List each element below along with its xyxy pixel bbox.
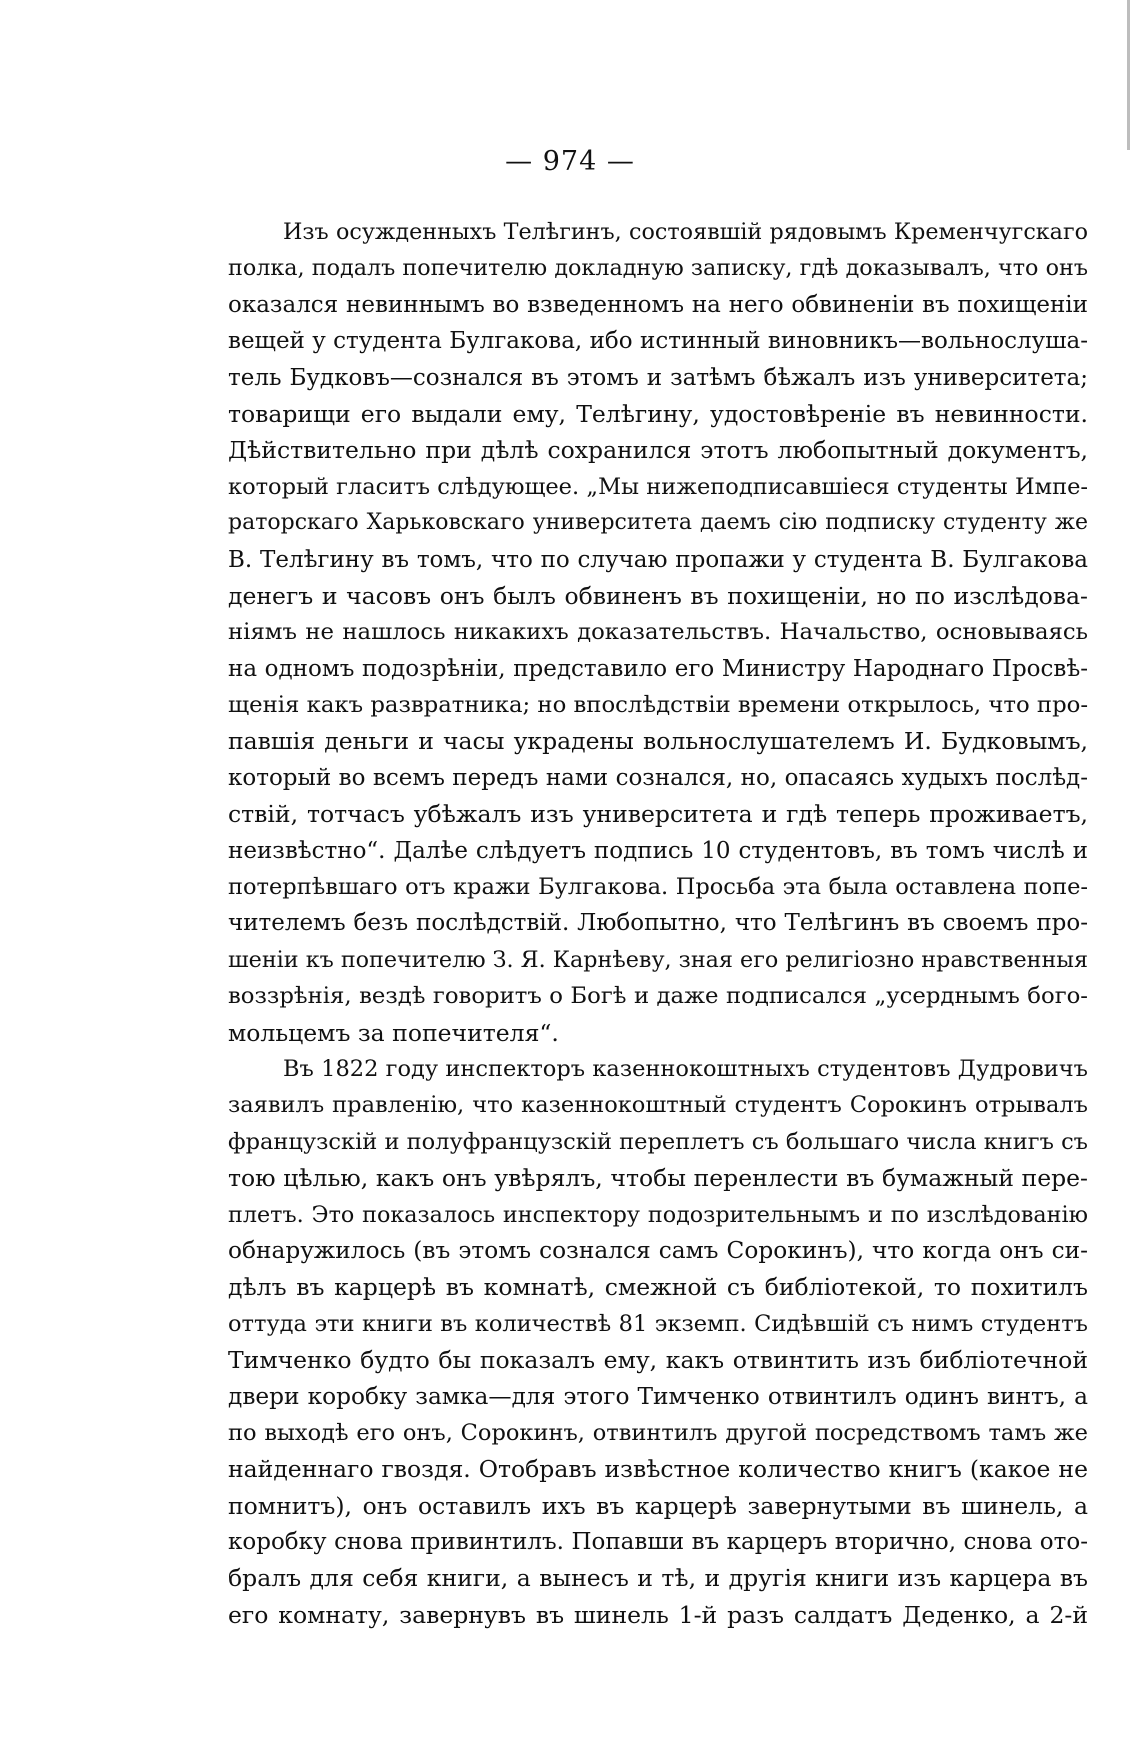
- text-line: обнаружилось (въ этомъ сознался самъ Сорокинъ), что когда онъ си-: [228, 1236, 1088, 1264]
- text-line: Въ 1822 году инспекторъ казеннокоштныхъ студентовъ Дудровичъ: [283, 1055, 1088, 1082]
- text-line: помнитъ), онъ оставилъ ихъ въ карцерѣ завернутыми въ шинель, а: [228, 1491, 1088, 1520]
- text-line: полка, подалъ попечителю докладную записку, гдѣ доказывалъ, что онъ: [228, 255, 1088, 282]
- text-line: двери коробку замка—для этого Тимченко отвинтилъ одинъ винтъ, а: [228, 1382, 1088, 1410]
- text-line: дѣлъ въ карцерѣ въ комнатѣ, смежной съ библіотекой, то похитилъ: [228, 1273, 1088, 1302]
- text-line: Дѣйствительно при дѣлѣ сохранился этотъ любопытный документъ,: [228, 436, 1088, 465]
- text-line: по выходѣ его онъ, Сорокинъ, отвинтилъ другой посредствомъ тамъ же: [228, 1419, 1088, 1446]
- text-line: В. Телѣгину въ томъ, что по случаю пропажи у студента В. Булгакова: [228, 546, 1088, 573]
- page-number: — 974 —: [505, 146, 635, 177]
- text-line: воззрѣнія, вездѣ говоритъ о Богѣ и даже подписался „усерднымъ бого-: [228, 983, 1088, 1010]
- text-line: тою цѣлью, какъ онъ увѣрялъ, чтобы перенлести въ бумажный пере-: [228, 1164, 1088, 1193]
- text-line: неизвѣстно“. Далѣе слѣдуетъ подпись 10 студентовъ, въ томъ числѣ и: [228, 837, 1088, 864]
- text-line: ніямъ не нашлось никакихъ доказательствъ. Начальство, основываясь: [228, 619, 1088, 646]
- text-line: вещей у студента Булгакова, ибо истинный виновникъ—вольнослуша-: [228, 328, 1088, 355]
- text-line: денегъ и часовъ онъ былъ обвиненъ въ похищеніи, но по изслѣдова-: [228, 581, 1088, 610]
- text-line: найденнаго гвоздя. Отобравъ извѣстное количество книгъ (какое не: [228, 1455, 1088, 1484]
- text-line: мольцемъ за попечителя“.: [228, 1018, 559, 1047]
- text-line: раторскаго Харьковскаго университета даемъ сію подписку студенту же: [228, 510, 1088, 536]
- text-line: на одномъ подозрѣніи, представило его Министру Народнаго Просвѣ-: [228, 655, 1088, 682]
- text-line: товарищи его выдали ему, Телѣгину, удостовѣреніе въ невинности.: [228, 399, 1088, 428]
- text-line: который во всемъ передъ нами сознался, но, опасаясь худыхъ послѣд-: [228, 764, 1088, 791]
- text-line: чителемъ безъ послѣдствій. Любопытно, что Телѣгинъ въ своемъ про-: [228, 910, 1088, 937]
- text-line: оттуда эти книги въ количествѣ 81 экземп. Сидѣвшій съ нимъ студентъ: [228, 1310, 1088, 1337]
- text-line: шеніи къ попечителю З. Я. Карнѣеву, зная его религіозно нравственныя: [228, 946, 1089, 973]
- text-line: его комнату, завернувъ въ шинель 1-й разъ салдатъ Деденко, а 2-й: [228, 1600, 1088, 1629]
- text-line: тель Будковъ—сознался въ этомъ и затѣмъ бѣжалъ изъ университета;: [228, 364, 1088, 391]
- text-line: щенія какъ развратника; но впослѣдствіи времени открылось, что про-: [228, 692, 1089, 719]
- text-line: оказался невиннымъ во взведенномъ на него обвиненіи въ похищеніи: [228, 291, 1088, 318]
- scan-edge-line: [1127, 0, 1130, 150]
- text-line: французскій и полуфранцузскій переплетъ съ большаго числа книгъ съ: [228, 1128, 1088, 1155]
- text-line: коробку снова привинтилъ. Попавши въ карцеръ вторично, снова ото-: [228, 1529, 1088, 1556]
- text-line: бралъ для себя книги, а вынесъ и тѣ, и другія книги изъ карцера въ: [228, 1564, 1088, 1593]
- text-line: который гласитъ слѣдующее. „Мы нижеподписавшіеся студенты Импе-: [228, 473, 1088, 500]
- text-line: заявилъ правленію, что казеннокоштный студентъ Сорокинъ отрывалъ: [228, 1092, 1088, 1119]
- text-line: ствій, тотчасъ убѣжалъ изъ университета и гдѣ теперь проживаетъ,: [228, 800, 1088, 829]
- text-line: потерпѣвшаго отъ кражи Булгакова. Просьба эта была оставлена попе-: [228, 874, 1088, 901]
- text-line: плетъ. Это показалось инспектору подозрительнымъ и по изслѣдованію: [228, 1201, 1088, 1228]
- text-line: Изъ осужденныхъ Телѣгинъ, состоявшій рядовымъ Кременчугскаго: [283, 219, 1088, 245]
- body-text: [228, 214, 1088, 1633]
- text-line: Тимченко будто бы показалъ ему, какъ отвинтить изъ библіотечной: [228, 1346, 1088, 1375]
- text-line: павшія деньги и часы украдены вольнослушателемъ И. Будковымъ,: [228, 727, 1088, 756]
